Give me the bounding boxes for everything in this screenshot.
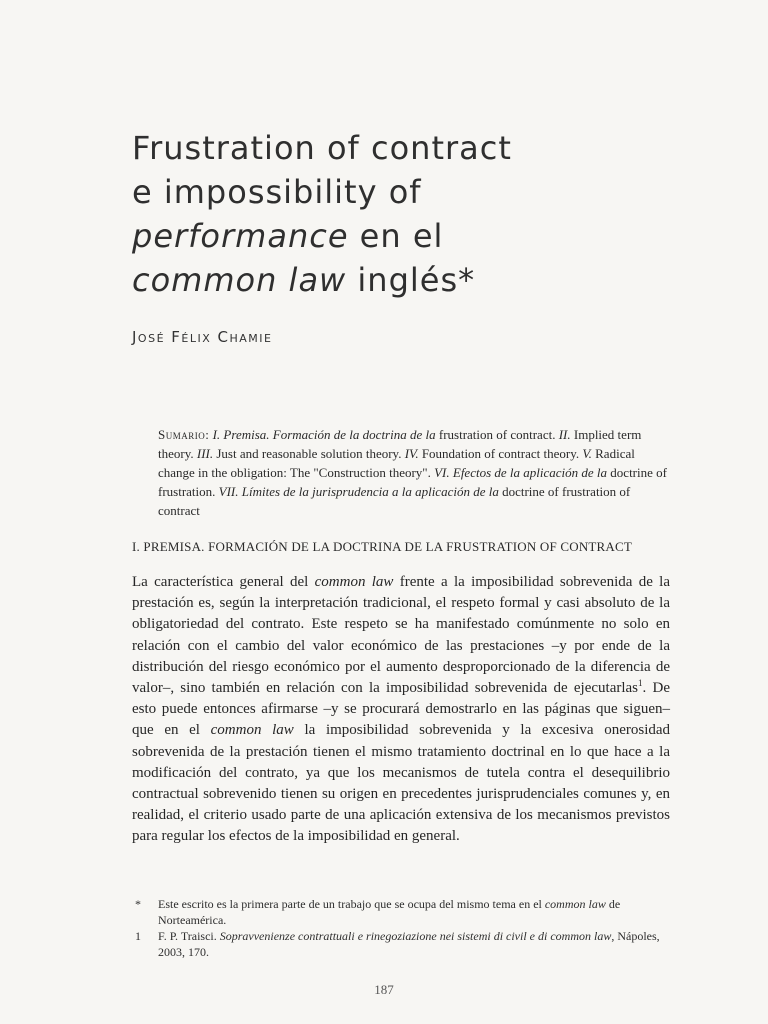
- summary-part-5: III.: [196, 446, 214, 461]
- author-name: José Félix Chamie: [132, 328, 273, 346]
- summary-part-12: doctrine of frustration.: [158, 465, 667, 499]
- title-common-law: common law: [132, 261, 347, 299]
- page-number: 187: [374, 982, 394, 997]
- title-ingles: inglés*: [346, 261, 476, 299]
- title-performance: performance: [132, 217, 349, 255]
- section-heading: I. PREMISA. FORMACIÓN DE LA DOCTRINA DE LA FRUSTRATION OF CONTRACT: [132, 539, 633, 554]
- summary-label: Sumario:: [158, 427, 210, 442]
- body-text-1: La característica general del: [132, 574, 315, 590]
- summary-part-1: I. Premisa. Formación de la doctrina de la: [209, 427, 436, 442]
- summary-block: [158, 425, 670, 520]
- footnote-1: [132, 928, 670, 960]
- article-title: [132, 126, 692, 302]
- summary-part-10: Radical change in the obligation: The "Construction theory".: [158, 446, 635, 480]
- body-text-5: . De esto puede entonces afirmarse –y se procurará demostrarlo en las páginas que siguen– que en el: [132, 680, 670, 739]
- body-paragraph: [132, 572, 670, 848]
- summary-part-2: frustration of contract.: [435, 427, 559, 442]
- summary-part-4: Implied term theory.: [158, 427, 642, 461]
- body-text-7: la imposibilidad sobrevenida y la excesiva onerosidad sobrevenida de la prestación tienen el mismo tratamiento doctrinal en lo que hace a la modificación del contrato, ya que los mecanismos de tutela contra el desequilibrio contractual sobrevenido tienen su origen en precedentes jurisprudenciales comunes y, en realidad, el criterio usado parte de una aplicación extensiva de los mecanismos previstos para regular los efectos de la imposibilidad en general.: [132, 722, 671, 845]
- summary-part-8: Foundation of contract theory.: [418, 446, 583, 461]
- body-text-3: frente a la imposibilidad sobrevenida de la prestación es, según la interpretación tradicional, el respeto formal y casi absoluto de la obligatoriedad del contrato. Este respeto se ha manifestado comúnmente no solo en relación con el cambio del valor económico de las prestaciones –y por ende de la distribución del riesgo económico por el aumento desproporcionado de la diferencia de valor–, sino también en relación con la imposibilidad sobrevenida de ejecutarlas: [132, 574, 671, 697]
- footnote-ref-1[interactable]: 1: [638, 678, 643, 689]
- summary-part-3: II.: [558, 427, 571, 442]
- footnote-italic: Sopravvenienze contrattuali e rinegoziazione nei sistemi di civil e di common law: [219, 929, 612, 943]
- title-en-el: en el: [348, 217, 444, 255]
- footnote-mark: 1: [135, 929, 141, 943]
- footnote-text: Este escrito es la primera parte de un trabajo que se ocupa del mismo tema en el: [158, 897, 545, 911]
- summary-part-13: VII. Límites de la jurisprudencia a la aplicación de la: [218, 484, 499, 499]
- footnote-mark: *: [135, 897, 141, 911]
- title-line-1: Frustration of contract: [132, 129, 512, 167]
- footnote-text: F. P. Traisci.: [158, 929, 220, 943]
- body-text-6: common law: [210, 722, 294, 739]
- summary-part-6: Just and reasonable solution theory.: [213, 446, 405, 461]
- summary-part-14: doctrine of frustration of contract: [158, 484, 631, 518]
- summary-part-11: VI. Efectos de la aplicación de la: [434, 465, 608, 480]
- summary-part-9: V.: [582, 446, 592, 461]
- body-text-2: common law: [314, 574, 394, 590]
- summary-part-7: IV.: [404, 446, 419, 461]
- footnotes: [132, 896, 670, 960]
- footnote-star: [132, 896, 670, 928]
- title-line-3: [132, 214, 692, 258]
- footnote-italic: common law: [544, 897, 606, 911]
- footnote-text: , Nápoles, 2003, 170.: [158, 929, 660, 959]
- title-line-2: e impossibility of: [132, 173, 422, 211]
- footnote-text: de Norteamérica.: [158, 897, 621, 927]
- title-line-4: [132, 258, 692, 302]
